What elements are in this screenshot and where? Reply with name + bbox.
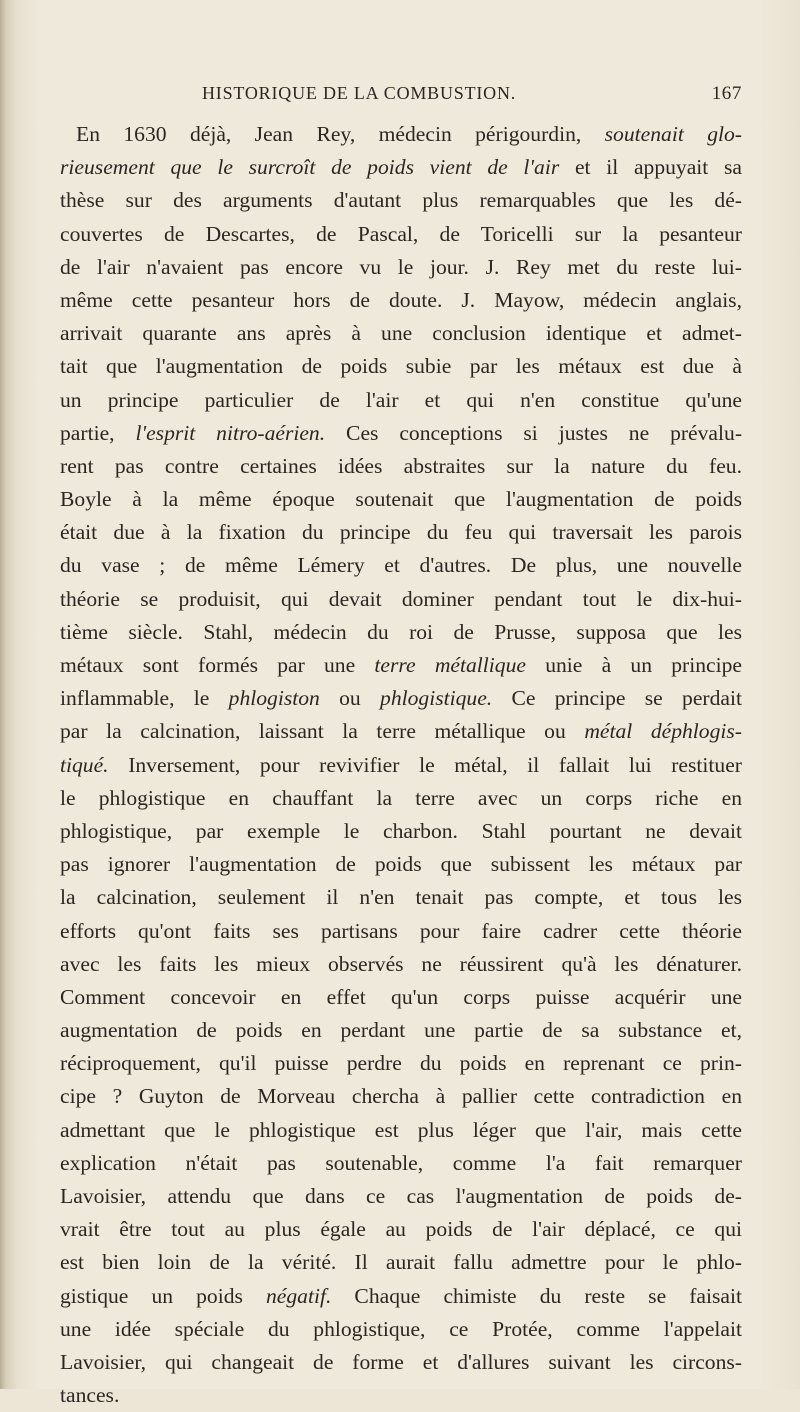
text-run: explication n'était pas soutenable, comme l'a fait remarquer [60, 1150, 742, 1175]
text-run: Ce principe se perdait [492, 686, 742, 711]
text-line [60, 1313, 742, 1346]
text-run: et il appuyait sa [559, 155, 742, 180]
text-line [60, 1346, 742, 1379]
text-run: vrait être tout au plus égale au poids de l'air déplacé, ce qui [60, 1217, 742, 1242]
text-line [60, 1014, 742, 1047]
text-line [60, 782, 742, 815]
text-run: rent pas contre certaines idées abstraites sur la nature du feu. [60, 453, 742, 478]
italic-phrase: terre métallique [374, 653, 526, 677]
text-line [60, 583, 742, 616]
text-run: la calcination, seulement il n'en tenait pas compte, et tous les [60, 885, 742, 910]
text-run: réciproquement, qu'il puisse perdre du poids en reprenant ce prin- [60, 1051, 742, 1076]
text-run: tances. [60, 1383, 120, 1408]
text-line [60, 151, 742, 184]
text-run: couvertes de Descartes, de Pascal, de Toricelli sur la pesanteur [60, 221, 742, 246]
text-line [60, 184, 742, 217]
text-line [60, 1213, 742, 1246]
text-line [60, 1047, 742, 1080]
text-run: même cette pesanteur hors de doute. J. Mayow, médecin anglais, [60, 287, 742, 312]
text-run: partie, [60, 420, 136, 445]
text-run: est bien loin de la vérité. Il aurait fallu admettre pour le phlo- [60, 1250, 742, 1275]
text-line [60, 981, 742, 1014]
italic-phrase: phlogistique. [380, 686, 493, 711]
text-line [60, 284, 742, 317]
text-run: Lavoisier, attendu que dans ce cas l'augmentation de poids de- [60, 1184, 742, 1208]
running-header [60, 83, 742, 113]
italic-phrase: phlogiston [228, 686, 320, 711]
body-text [60, 118, 742, 1412]
text-run: thèse sur des arguments d'autant plus remarquables que les dé- [60, 188, 742, 213]
text-line [60, 1246, 742, 1279]
text-line [60, 749, 742, 782]
text-line [60, 948, 742, 981]
text-run: admettant que le phlogistique est plus léger que l'air, mais cette [60, 1117, 742, 1142]
text-line [60, 417, 742, 450]
text-run: une idée spéciale du phlogistique, ce Protée, comme l'appelait [60, 1316, 742, 1341]
text-run: Comment concevoir en effet qu'un corps puisse acquérir une [60, 984, 742, 1009]
text-run: augmentation de poids en perdant une partie de sa substance et, [60, 1018, 742, 1043]
text-line [60, 881, 742, 914]
text-line [60, 1379, 742, 1412]
italic-phrase: tiqué. [60, 752, 109, 777]
text-run: Inversement, pour revivifier le métal, il fallait lui restituer [108, 752, 742, 777]
text-run: Lavoisier, qui changeait de forme et d'allures suivant les circons- [60, 1349, 742, 1374]
text-run: avec les faits les mieux observés ne réussirent qu'à les dénaturer. [60, 951, 742, 976]
text-line [60, 483, 742, 516]
text-line [60, 549, 742, 582]
text-run: le phlogistique en chauffant la terre avec un corps riche en [60, 785, 742, 810]
text-line [60, 1280, 742, 1313]
text-run: arrivait quarante ans après à une conclusion identique et admet- [60, 321, 742, 346]
text-line [60, 118, 742, 151]
text-line [60, 450, 742, 483]
text-line [60, 1080, 742, 1113]
text-line [60, 848, 742, 881]
text-run: cipe ? Guyton de Morveau chercha à pallier cette contradiction en [60, 1084, 742, 1109]
text-run: gistique un poids [60, 1283, 266, 1308]
text-run: métaux sont formés par une [60, 653, 375, 677]
text-run: du vase ; de même Lémery et d'autres. De plus, une nouvelle [60, 553, 742, 578]
italic-phrase: l'esprit nitro-aérien. [135, 420, 326, 445]
page-number: 167 [711, 83, 742, 104]
text-run: unie à un principe [525, 653, 743, 677]
page-gutter [0, 0, 16, 1389]
running-title: HISTORIQUE DE LA COMBUSTION. [202, 83, 517, 103]
text-run: un principe particulier de l'air et qui n'en constitue qu'une [60, 387, 742, 412]
text-run: phlogistique, par exemple le charbon. Stahl pourtant ne devait [60, 818, 742, 843]
italic-phrase: rieusement que le surcroît de poids vient de l'air [60, 155, 560, 180]
text-run: inflammable, le [60, 686, 229, 711]
text-run: En 1630 déjà, Jean Rey, médecin périgourdin, [76, 122, 605, 146]
italic-phrase: métal déphlogis- [584, 719, 742, 744]
text-run: Ces conceptions si justes ne prévalu- [325, 420, 743, 445]
text-line [60, 649, 742, 682]
text-run: par la calcination, laissant la terre métallique ou [60, 719, 585, 744]
text-line [60, 1114, 742, 1147]
text-line [60, 317, 742, 350]
text-line [60, 251, 742, 284]
italic-phrase: soutenait glo- [604, 122, 742, 146]
text-run: était due à la fixation du principe du feu qui traversait les parois [60, 520, 742, 545]
text-run: Boyle à la même époque soutenait que l'augmentation de poids [60, 487, 742, 512]
text-line [60, 915, 742, 948]
text-run: théorie se produisit, qui devait dominer pendant tout le dix-hui- [60, 586, 742, 611]
text-line [60, 350, 742, 383]
text-run: Chaque chimiste du reste se faisait [331, 1283, 743, 1308]
text-line [60, 218, 742, 251]
text-line [60, 815, 742, 848]
text-line [60, 384, 742, 417]
text-run: tième siècle. Stahl, médecin du roi de Prusse, supposa que les [60, 619, 742, 644]
text-line [60, 715, 742, 748]
text-line [60, 516, 742, 549]
text-run: efforts qu'ont faits ses partisans pour faire cadrer cette théorie [60, 918, 742, 943]
text-run: de l'air n'avaient pas encore vu le jour. J. Rey met du reste lui- [60, 254, 742, 279]
text-line [60, 682, 742, 715]
text-line [60, 1147, 742, 1180]
italic-phrase: négatif. [265, 1283, 332, 1308]
text-line [60, 1180, 742, 1213]
text-line [60, 616, 742, 649]
text-run: tait que l'augmentation de poids subie par les métaux est due à [60, 354, 742, 379]
text-run: pas ignorer l'augmentation de poids que subissent les métaux par [60, 852, 742, 877]
text-run: ou [319, 686, 381, 711]
